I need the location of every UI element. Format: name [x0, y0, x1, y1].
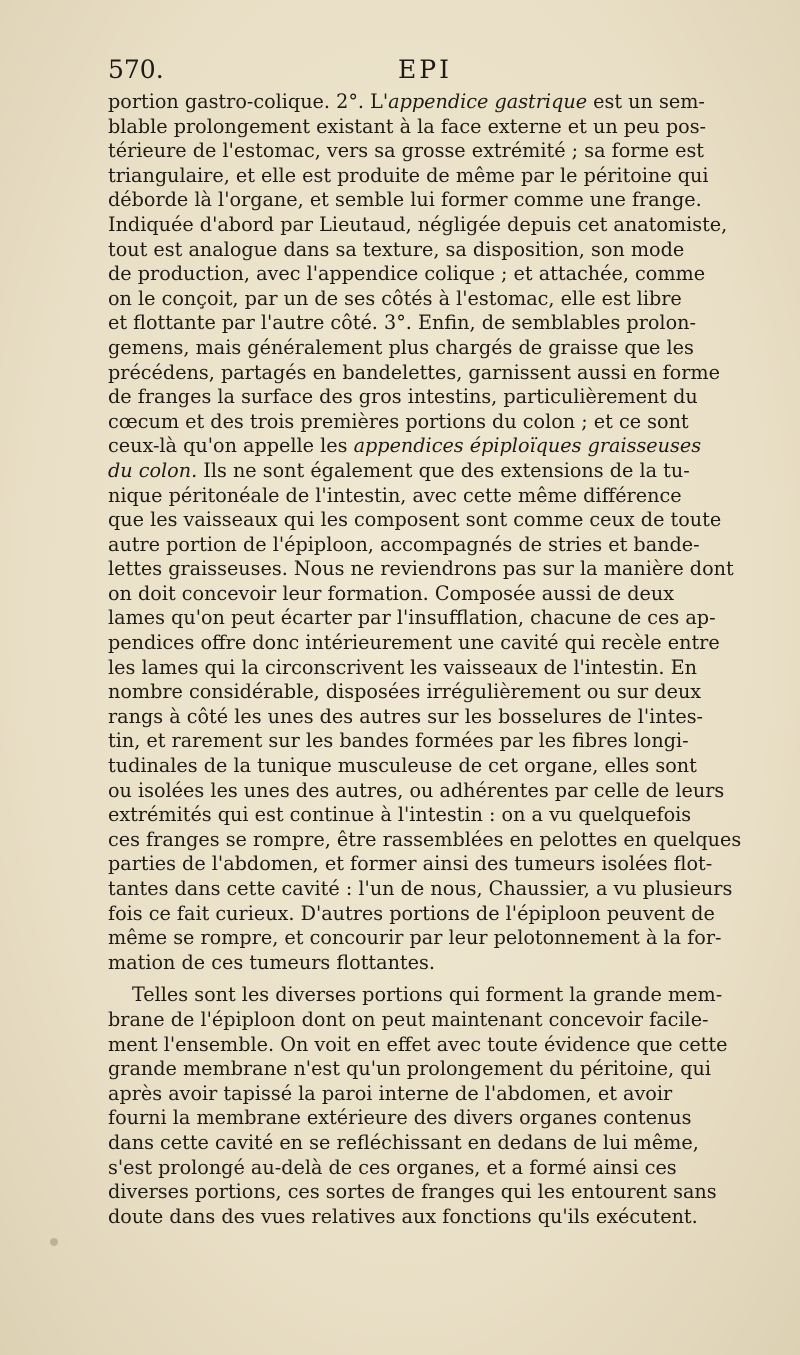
text-line: brane de l'épiploon dont on peut maintenant concevoir facile-: [108, 1007, 709, 1031]
text-line: et flottante par l'autre côté. 3°. Enfin, de semblables prolon-: [108, 311, 696, 335]
text-line: ment l'ensemble. On voit en effet avec toute évidence que cette: [108, 1032, 728, 1056]
text-line: s'est prolongé au-delà de ces organes, et a formé ainsi ces: [108, 1155, 677, 1179]
text-line: fourni la membrane extérieure des divers organes contenus: [108, 1106, 692, 1130]
text-line: on doit concevoir leur formation. Composée aussi de deux: [108, 581, 675, 605]
text-line: lettes graisseuses. Nous ne reviendrons pas sur la manière dont: [108, 557, 734, 581]
text-line: Telles sont les diverses portions qui forment la grande mem-: [132, 983, 723, 1007]
text-line: parties de l'abdomen, et former ainsi des tumeurs isolées flot-: [108, 852, 713, 876]
text-line: ces franges se rompre, être rassemblées en pelottes en quelques: [108, 827, 742, 851]
text-line: lames qu'on peut écarter par l'insufflation, chacune de ces ap-: [108, 606, 716, 630]
italic-term: appendice gastrique: [388, 90, 588, 113]
paper-speck: [50, 1238, 58, 1246]
text-line: ceux-là qu'on appelle les appendices épiploïques graisseuses: [108, 434, 702, 458]
text-line: après avoir tapissé la paroi interne de l'abdomen, et avoir: [108, 1081, 673, 1105]
text-line: déborde là l'organe, et semble lui former comme une frange.: [108, 188, 702, 212]
text-line: même se rompre, et concourir par leur pelotonnement à la for-: [108, 926, 722, 950]
text-line: ou isolées les unes des autres, ou adhérentes par celle de leurs: [108, 778, 725, 802]
text-line: Indiquée d'abord par Lieutaud, négligée depuis cet anatomiste,: [108, 212, 728, 236]
text-line: on le conçoit, par un de ses côtés à l'estomac, elle est libre: [108, 286, 682, 310]
text-line: du colon. Ils ne sont également que des extensions de la tu-: [108, 458, 690, 482]
text-line: les lames qui la circonscrivent les vaisseaux de l'intestin. En: [108, 655, 697, 679]
page-number: 570.: [108, 55, 164, 84]
text-line: tantes dans cette cavité : l'un de nous, Chaussier, a vu plusieurs: [108, 877, 733, 900]
text-line: rangs à côté les unes des autres sur les bosselures de l'intes-: [108, 704, 704, 728]
text-line: nique péritonéale de l'intestin, avec cette même différence: [108, 483, 682, 507]
text-line: triangulaire, et elle est produite de même par le péritoine qui: [108, 163, 709, 187]
text-line: doute dans des vues relatives aux fonctions qu'ils exécutent.: [108, 1204, 698, 1228]
text-line: mation de ces tumeurs flottantes.: [108, 950, 435, 974]
paragraph-2: [108, 983, 748, 1229]
text-line: grande membrane n'est qu'un prolongement du péritoine, qui: [108, 1057, 711, 1081]
text-line: tout est analogue dans sa texture, sa disposition, son mode: [108, 237, 685, 261]
text-line: térieure de l'estomac, vers sa grosse extrémité ; sa forme est: [108, 139, 705, 163]
body-text: [108, 90, 748, 1229]
text-line: cœcum et des trois premières portions du colon ; et ce sont: [108, 409, 689, 433]
text-line: pendices offre donc intérieurement une cavité qui recèle entre: [108, 631, 720, 655]
text-line: tudinales de la tunique musculeuse de cet organe, elles sont: [108, 754, 697, 778]
page-header: [108, 55, 748, 95]
text-line: fois ce fait curieux. D'autres portions de l'épiploon peuvent de: [108, 901, 715, 925]
text-line: diverses portions, ces sortes de franges qui les entourent sans: [108, 1180, 717, 1204]
text-line: gemens, mais généralement plus chargés de graisse que les: [108, 335, 694, 359]
text-line: de franges la surface des gros intestins, particulièrement du: [108, 385, 698, 409]
text-line: précédens, partagés en bandelettes, garnissent aussi en forme: [108, 360, 720, 384]
italic-term: appendices épiploïques graisseuses: [353, 434, 702, 458]
text-line: nombre considérable, disposées irrégulièrement ou sur deux: [108, 680, 702, 704]
text-line: portion gastro-colique. 2°. L'appendice gastrique est un sem-: [108, 90, 705, 113]
text-line: dans cette cavité en se refléchissant en dedans de lui même,: [108, 1130, 699, 1154]
italic-term: du colon.: [108, 458, 198, 482]
text-line: extrémités qui est continue à l'intestin : on a vu quelquefois: [108, 803, 692, 827]
text-line: que les vaisseaux qui les composent sont comme ceux de toute: [108, 508, 722, 532]
text-line: autre portion de l'épiploon, accompagnés de stries et bande-: [108, 532, 700, 556]
running-head: EPI: [398, 55, 452, 84]
text-line: tin, et rarement sur les bandes formées par les fibres longi-: [108, 729, 689, 753]
paragraph-1: [108, 90, 748, 975]
text-line: de production, avec l'appendice colique ; et attachée, comme: [108, 262, 706, 286]
text-line: blable prolongement existant à la face externe et un peu pos-: [108, 114, 707, 138]
